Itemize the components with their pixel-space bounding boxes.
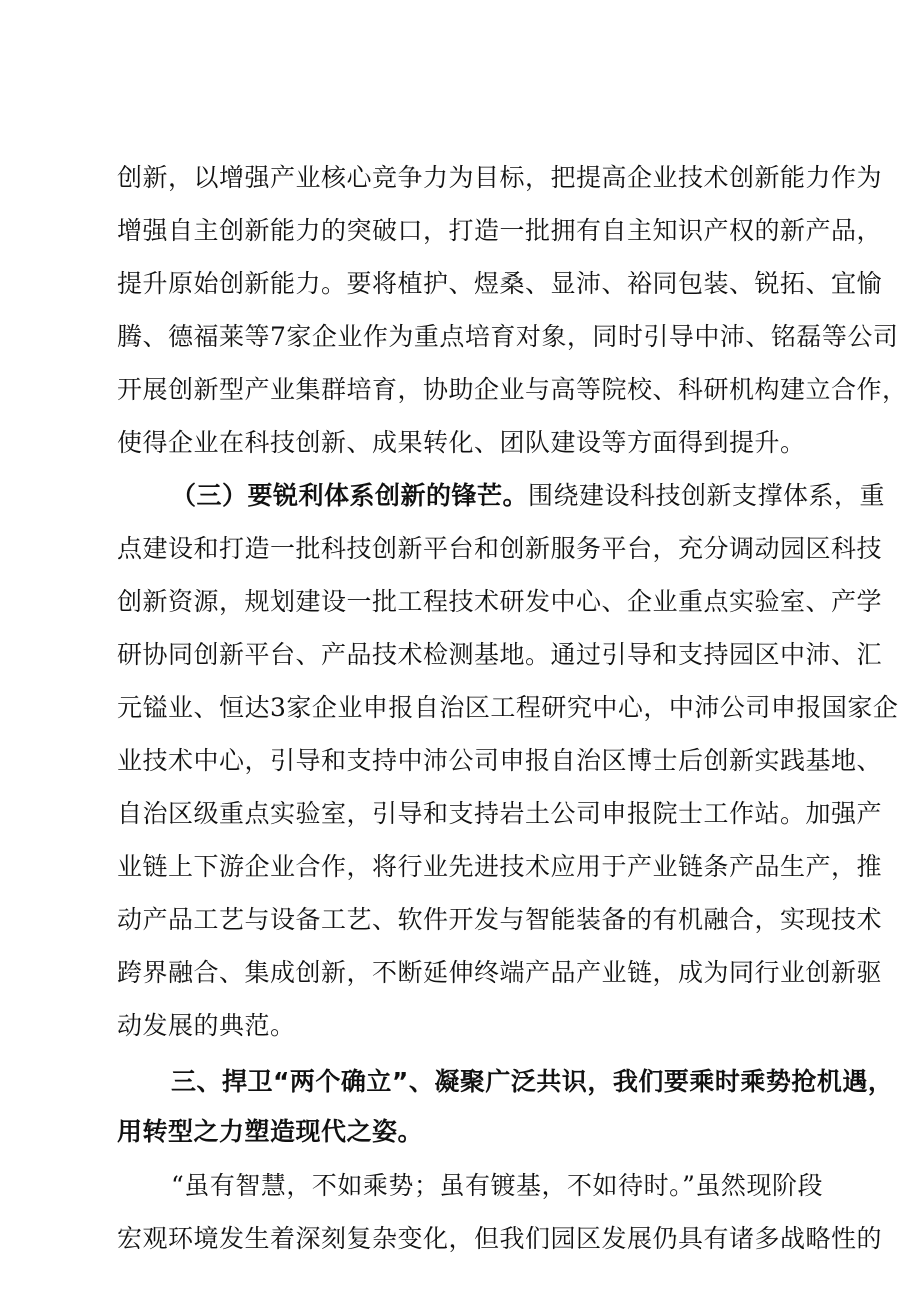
paragraph-line: 业技术中心，引导和支持中沛公司申报自治区博士后创新实践基地、: [117, 746, 883, 775]
paragraph-line: 提升原始创新能力。要将植护、煜桑、显沛、裕同包装、锐拓、宜愉: [117, 269, 883, 298]
paragraph-line: 业链上下游企业合作，将行业先进技术应用于产业链条产品生产，推: [117, 852, 883, 881]
paragraph-line: 增强自主创新能力的突破口，打造一批拥有自主知识产权的新产品，: [117, 216, 883, 245]
paragraph-line: 动产品工艺与设备工艺、软件开发与智能装备的有机融合，实现技术: [117, 905, 883, 934]
paragraph-line: 研协同创新平台、产品技术检测基地。通过引导和支持园区中沛、汇: [117, 640, 883, 669]
paragraph-line: “虽有智慧，不如乘势；虽有镀基，不如待时。”虽然现阶段: [171, 1171, 823, 1200]
paragraph-line: 腾、德福莱等7家企业作为重点培育对象，同时引导中沛、铭磊等公司: [117, 322, 899, 351]
paragraph-line: 创新资源，规划建设一批工程技术研发中心、企业重点实验室、产学: [117, 587, 883, 616]
paragraph-line: 使得企业在科技创新、成果转化、团队建设等方面得到提升。: [117, 428, 806, 457]
paragraph-first-line: [171, 476, 886, 516]
paragraph-line: 点建设和打造一批科技创新平台和创新服务平台，充分调动园区科技: [117, 534, 883, 563]
paragraph-line: 自治区级重点实验室，引导和支持岩土公司申报院士工作站。加强产: [117, 799, 883, 828]
paragraph-line: 开展创新型产业集群培育，协助企业与高等院校、科研机构建立合作，: [117, 375, 908, 404]
paragraph-line: 元镒业、恒达3家企业申报自治区工程研究中心，中沛公司申报国家企: [117, 693, 899, 722]
paragraph-line: 动发展的典范。: [117, 1011, 296, 1040]
paragraph-line: 宏观环境发生着深刻复杂变化，但我们园区发展仍具有诸多战略性的: [117, 1224, 883, 1253]
paragraph-line: 跨界融合、集成创新，不断延伸终端产品产业链，成为同行业创新驱: [117, 958, 883, 987]
paragraph-text: 围绕建设科技创新支撑体系，重: [528, 481, 886, 510]
section-heading-line: 三、捍卫“两个确立”、凝聚广泛共识，我们要乘时乘势抢机遇，: [171, 1067, 894, 1096]
subsection-heading: （三）要锐利体系创新的锋芒。: [171, 481, 529, 510]
section-heading-line: 用转型之力塑造现代之姿。: [117, 1117, 424, 1146]
paragraph-line: 创新，以增强产业核心竞争力为目标，把提高企业技术创新能力作为: [117, 163, 883, 192]
